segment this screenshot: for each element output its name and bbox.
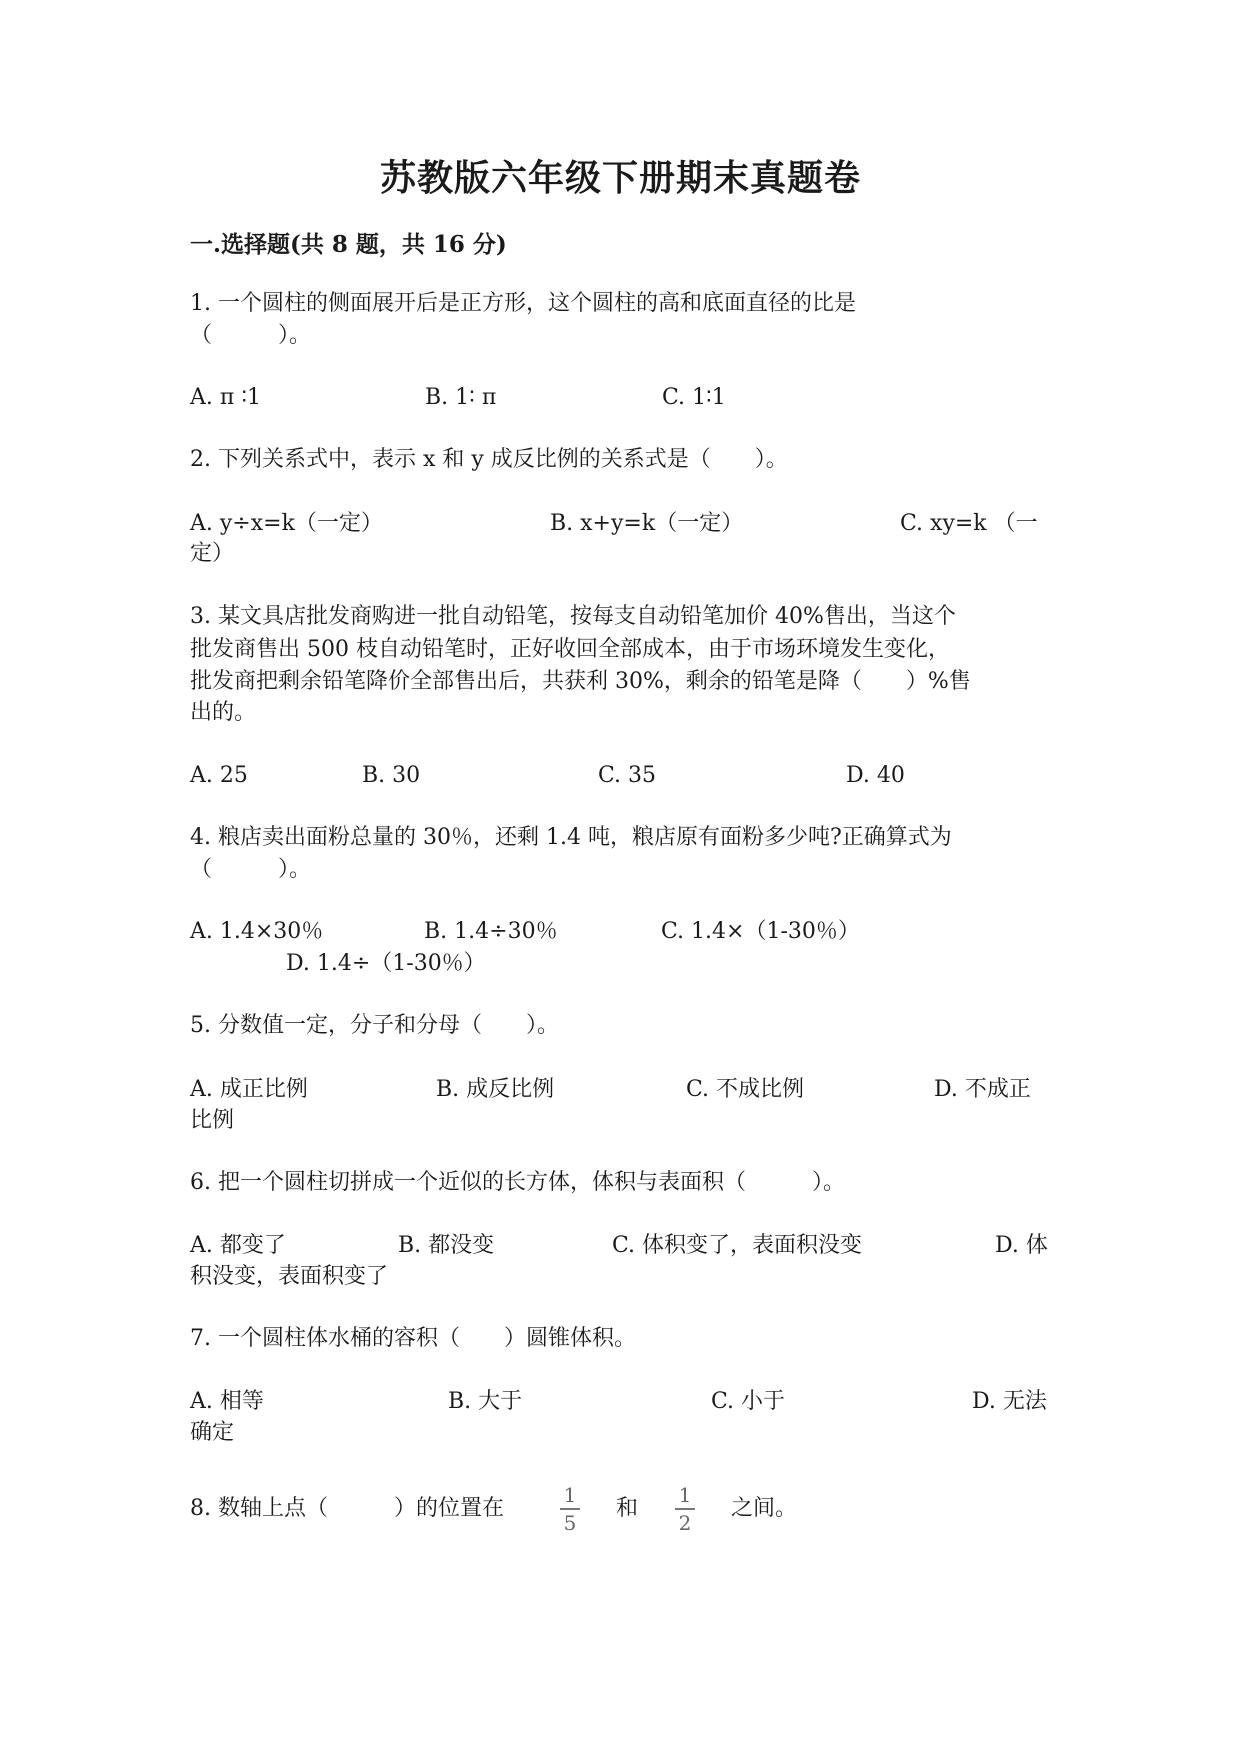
q4-stem-line2: （ ）。 xyxy=(190,857,312,882)
fraction-bar xyxy=(675,1508,695,1510)
q7-option-d: D. 无法 xyxy=(972,1389,1047,1414)
q6-option-c: C. 体积变了，表面积没变 xyxy=(612,1233,863,1258)
q3-stem-line4: 出的。 xyxy=(190,700,257,725)
q4-stem-line1: 4. 粮店卖出面粉总量的 30％，还剩 1.4 吨，粮店原有面粉多少吨?正确算式为 xyxy=(190,825,952,850)
q1-option-b: B. 1∶ π xyxy=(425,385,497,410)
q4-option-c: C. 1.4×（1-30％） xyxy=(661,919,860,944)
section-heading: 一.选择题(共 8 题，共 16 分) xyxy=(190,231,507,258)
q2-stem-line1: 2. 下列关系式中，表示 x 和 y 成反比例的关系式是（ ）。 xyxy=(190,447,788,472)
q2-option-c-wrap: 定） xyxy=(190,541,235,566)
fraction-denominator: 2 xyxy=(678,1510,692,1535)
q5-option-d: D. 不成正 xyxy=(934,1077,1031,1102)
q5-option-c: C. 不成比例 xyxy=(686,1077,805,1102)
fraction-numerator: 1 xyxy=(563,1483,577,1507)
q3-stem-line2: 批发商售出 500 枝自动铅笔时，正好收回全部成本，由于市场环境发生变化， xyxy=(190,637,950,662)
q1-option-c: C. 1∶1 xyxy=(662,385,726,410)
q7-option-d-wrap: 确定 xyxy=(190,1420,235,1445)
q3-stem-line3: 批发商把剩余铅笔降价全部售出后，共获利 30%，剩余的铅笔是降（ ）%售 xyxy=(190,669,971,694)
q2-option-b: B. x+y=k（一定） xyxy=(550,511,744,536)
q6-option-d-wrap: 积没变，表面积变了 xyxy=(190,1264,389,1289)
q4-option-a: A. 1.4×30％ xyxy=(190,919,324,944)
fraction-denominator: 5 xyxy=(563,1510,577,1535)
fraction-bar xyxy=(560,1508,580,1510)
q7-option-a: A. 相等 xyxy=(190,1389,264,1414)
q8-stem-part1: 8. 数轴上点（ ）的位置在 xyxy=(190,1496,504,1521)
q3-option-a: A. 25 xyxy=(190,763,248,788)
q5-option-a: A. 成正比例 xyxy=(190,1077,308,1102)
fraction-one-half xyxy=(673,1484,697,1534)
q8-stem-part3: 之间。 xyxy=(731,1496,798,1521)
q5-stem-line1: 5. 分数值一定，分子和分母（ ）。 xyxy=(190,1013,559,1038)
q3-option-d: D. 40 xyxy=(846,763,905,788)
q8-stem-and: 和 xyxy=(616,1496,639,1521)
page-title: 苏教版六年级下册期末真题卷 xyxy=(379,157,861,199)
q6-option-d: D. 体 xyxy=(995,1233,1048,1258)
q6-option-b: B. 都没变 xyxy=(398,1233,495,1258)
q3-option-b: B. 30 xyxy=(362,763,421,788)
q7-stem-line1: 7. 一个圆柱体水桶的容积（ ）圆锥体积。 xyxy=(190,1326,636,1351)
q1-option-a: A. π ∶1 xyxy=(190,385,262,410)
q7-option-b: B. 大于 xyxy=(448,1389,523,1414)
q2-option-a: A. y÷x=k（一定） xyxy=(190,511,383,536)
fraction-numerator: 1 xyxy=(678,1483,692,1507)
q3-option-c: C. 35 xyxy=(598,763,657,788)
fraction-one-fifth xyxy=(558,1484,582,1534)
q5-option-b: B. 成反比例 xyxy=(436,1077,555,1102)
q4-option-d: D. 1.4÷（1-30％） xyxy=(286,951,486,976)
q6-option-a: A. 都变了 xyxy=(190,1233,286,1258)
q3-stem-line1: 3. 某文具店批发商购进一批自动铅笔，按每支自动铅笔加价 40%售出，当这个 xyxy=(190,604,956,629)
q1-stem-line2: （ ）。 xyxy=(190,323,312,348)
q1-stem-line1: 1. 一个圆柱的侧面展开后是正方形，这个圆柱的高和底面直径的比是 xyxy=(190,291,856,316)
q2-option-c: C. xy=k （一 xyxy=(900,511,1038,536)
q5-option-d-wrap: 比例 xyxy=(190,1108,235,1133)
q6-stem-line1: 6. 把一个圆柱切拼成一个近似的长方体，体积与表面积（ ）。 xyxy=(190,1170,845,1195)
q7-option-c: C. 小于 xyxy=(711,1389,786,1414)
q4-option-b: B. 1.4÷30％ xyxy=(424,919,558,944)
